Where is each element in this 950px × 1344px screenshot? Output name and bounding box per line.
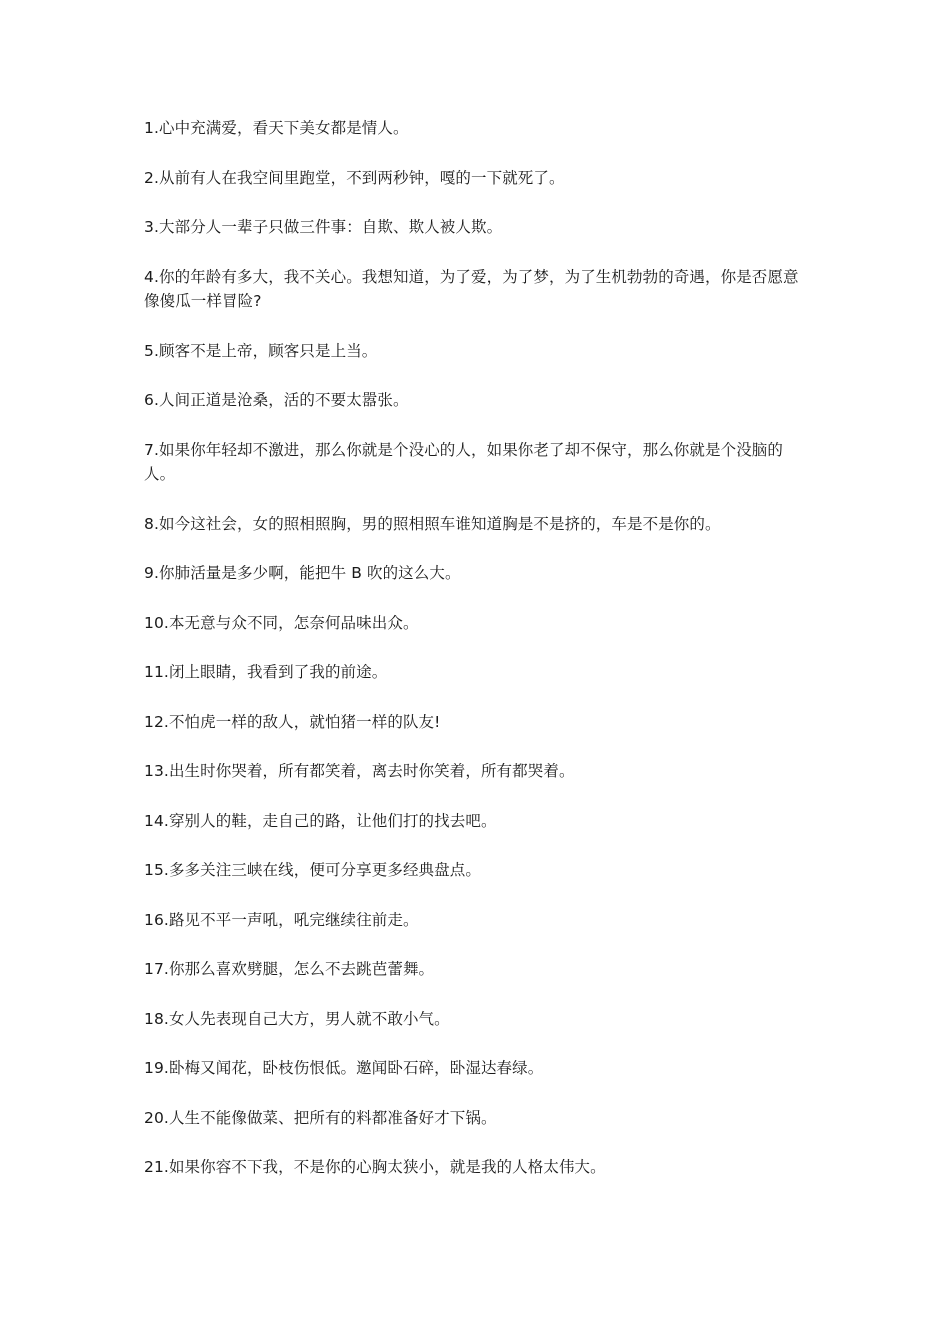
quote-item-5: 5.顾客不是上帝，顾客只是上当。	[144, 341, 378, 360]
quote-item-2: 2.从前有人在我空间里跑堂，不到两秒钟，嘎的一下就死了。	[144, 168, 565, 187]
quote-item-18: 18.女人先表现自己大方，男人就不敢小气。	[144, 1009, 450, 1028]
quote-list	[144, 116, 804, 1205]
quote-item-10: 10.本无意与众不同，怎奈何品味出众。	[144, 613, 419, 632]
quote-item-1: 1.心中充满爱，看天下美女都是情人。	[144, 119, 409, 137]
quote-item-6: 6.人间正道是沧桑，活的不要太嚣张。	[144, 391, 409, 409]
quote-item-11: 11.闭上眼睛，我看到了我的前途。	[144, 663, 388, 681]
quote-item-7: 7.如果你年轻却不激进，那么你就是个没心的人，如果你老了却不保守，那么你就是个没脑的人。	[144, 440, 783, 483]
quote-item-9: 9.你肺活量是多少啊，能把牛 B 吹的这么大。	[144, 564, 461, 582]
quote-item-21: 21.如果你容不下我，不是你的心胸太狭小，就是我的人格太伟大。	[144, 1158, 606, 1176]
quote-item-14: 14.穿别人的鞋，走自己的路，让他们打的找去吧。	[144, 811, 497, 830]
quote-item-17: 17.你那么喜欢劈腿，怎么不去跳芭蕾舞。	[144, 960, 435, 978]
quote-item-15: 15.多多关注三峡在线，便可分享更多经典盘点。	[144, 861, 481, 879]
quote-item-19: 19.卧梅又闻花，卧枝伤恨低。邀闻卧石碎，卧湿达春绿。	[144, 1059, 544, 1077]
quote-item-3: 3.大部分人一辈子只做三件事：自欺、欺人被人欺。	[144, 218, 503, 236]
quote-item-12: 12.不怕虎一样的敌人，就怕猪一样的队友!	[144, 712, 441, 731]
quote-item-4: 4.你的年龄有多大，我不关心。我想知道，为了爱，为了梦，为了生机勃勃的奇遇，你是否愿意像傻瓜一样冒险?	[144, 267, 799, 310]
quote-item-13: 13.出生时你哭着，所有都笑着，离去时你笑着，所有都哭着。	[144, 762, 575, 780]
quote-item-8: 8.如今这社会，女的照相照胸，男的照相照车谁知道胸是不是挤的，车是不是你的。	[144, 514, 721, 533]
quote-item-20: 20.人生不能像做菜、把所有的料都准备好才下锅。	[144, 1108, 497, 1127]
quote-item-16: 16.路见不平一声吼，吼完继续往前走。	[144, 910, 419, 929]
